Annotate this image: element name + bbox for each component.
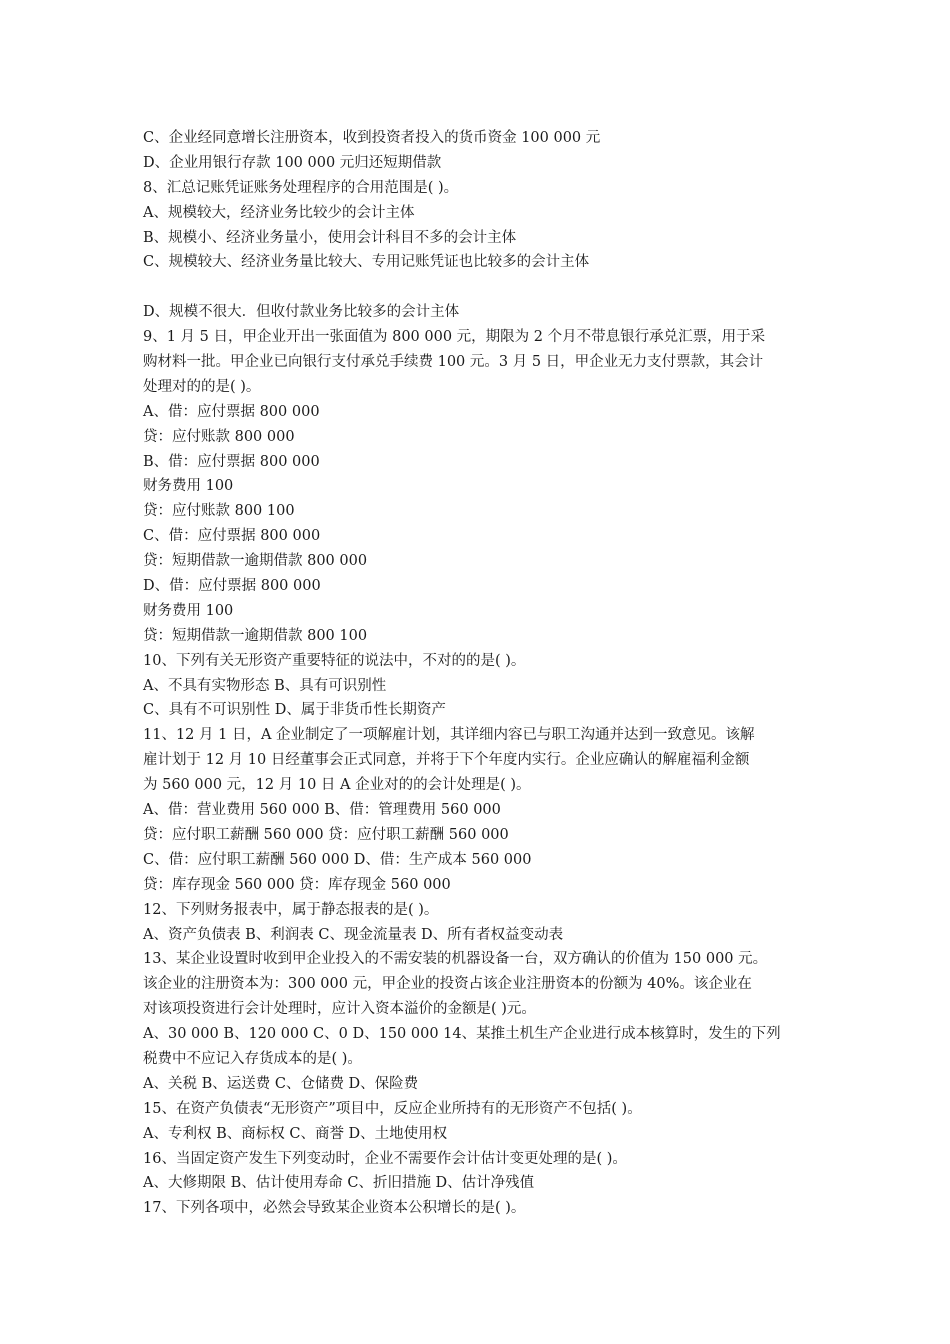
option-line: B、规模小、经济业务量小，使用会计科目不多的会计主体	[143, 229, 517, 246]
option-line: D、规模不很大．但收付款业务比较多的会计主体	[143, 304, 460, 321]
option-line: C、规模较大、经济业务量比较大、专用记账凭证也比较多的会计主体	[143, 254, 590, 271]
document-body	[143, 126, 813, 1221]
entry-line: 贷：应付账款 800 100	[143, 503, 295, 520]
option-line: A、专利权 B、商标权 C、商誉 D、土地使用权	[143, 1125, 448, 1142]
question-10-stem: 10、下列有关无形资产重要特征的说法中，不对的的是( )。	[143, 652, 526, 669]
question-11-stem: 雇计划于 12 月 10 日经董事会正式同意，并将于下个年度内实行。企业应确认的解雇福利金额	[143, 752, 750, 769]
question-14-stem: 税费中不应记入存货成本的是( )。	[143, 1050, 362, 1067]
question-13-stem: 该企业的注册资本为：300 000 元，甲企业的投资占该企业注册资本的份额为 40%。该企业在	[143, 976, 752, 993]
option-line: C、借：应付票据 800 000	[143, 528, 321, 545]
option-line: C、具有不可识别性 D、属于非货币性长期资产	[143, 702, 446, 719]
entry-line: 贷：短期借款一逾期借款 800 100	[143, 627, 368, 644]
option-line: C、借：应付职工薪酬 560 000 D、借：生产成本 560 000	[143, 851, 532, 868]
entry-line: 财务费用 100	[143, 478, 234, 495]
question-9-stem: 处理对的的是( )。	[143, 378, 261, 395]
question-17-stem: 17、下列各项中，必然会导致某企业资本公积增长的是( )。	[143, 1200, 526, 1217]
blank-line	[143, 275, 813, 300]
question-11-stem: 为 560 000 元，12 月 10 日 A 企业对的的会计处理是( )。	[143, 777, 531, 794]
entry-line: 贷：库存现金 560 000 贷：库存现金 560 000	[143, 876, 451, 893]
question-8-stem: 8、汇总记账凭证账务处理程序的合用范围是( )。	[143, 179, 459, 196]
question-9-stem: 购材料一批。甲企业已向银行支付承兑手续费 100 元。3 月 5 日，甲企业无力支付票款，其会计	[143, 354, 764, 371]
option-line: A、借：营业费用 560 000 B、借：管理费用 560 000	[143, 802, 501, 819]
entry-line: 贷：短期借款一逾期借款 800 000	[143, 553, 368, 570]
question-16-stem: 16、当固定资产发生下列变动时，企业不需要作会计估计变更处理的是( )。	[143, 1150, 627, 1167]
option-line: A、规模较大，经济业务比较少的会计主体	[143, 204, 415, 221]
question-9-stem: 9、1 月 5 日，甲企业开出一张面值为 800 000 元，期限为 2 个月不带息银行承兑汇票，用于采	[143, 329, 766, 346]
question-11-stem: 11、12 月 1 日，A 企业制定了一项解雇计划，其详细内容已与职工沟通并达到一致意见。该解	[143, 727, 755, 744]
question-13-stem: 13、某企业设置时收到甲企业投入的不需安装的机器设备一台，双方确认的价值为 150 000 元。	[143, 951, 768, 968]
question-12-stem: 12、下列财务报表中，属于静态报表的是( )。	[143, 901, 439, 918]
entry-line: 贷：应付职工薪酬 560 000 贷：应付职工薪酬 560 000	[143, 826, 509, 843]
text-line: D、企业用银行存款 100 000 元归还短期借款	[143, 154, 442, 171]
option-line: A、关税 B、运送费 C、仓储费 D、保险费	[143, 1075, 419, 1092]
entry-line: 财务费用 100	[143, 602, 234, 619]
option-line: D、借：应付票据 800 000	[143, 578, 321, 595]
question-15-stem: 15、在资产负债表“无形资产”项目中，反应企业所持有的无形资产不包括( )。	[143, 1100, 642, 1117]
text-line: C、企业经同意增长注册资本，收到投资者投入的货币资金 100 000 元	[143, 130, 601, 146]
question-13-stem: 对该项投资进行会计处理时，应计入资本溢价的金额是( )元。	[143, 1001, 536, 1018]
option-line: A、不具有实物形态 B、具有可识别性	[143, 677, 387, 694]
option-line: A、30 000 B、120 000 C、0 D、150 000 14、某推土机生产企业进行成本核算时，发生的下列	[143, 1026, 781, 1043]
option-line: A、大修期限 B、估计使用寿命 C、折旧措施 D、估计净残值	[143, 1175, 535, 1192]
entry-line: 贷：应付账款 800 000	[143, 428, 295, 445]
option-line: B、借：应付票据 800 000	[143, 453, 320, 470]
option-line: A、资产负债表 B、利润表 C、现金流量表 D、所有者权益变动表	[143, 926, 564, 943]
option-line: A、借：应付票据 800 000	[143, 403, 320, 420]
